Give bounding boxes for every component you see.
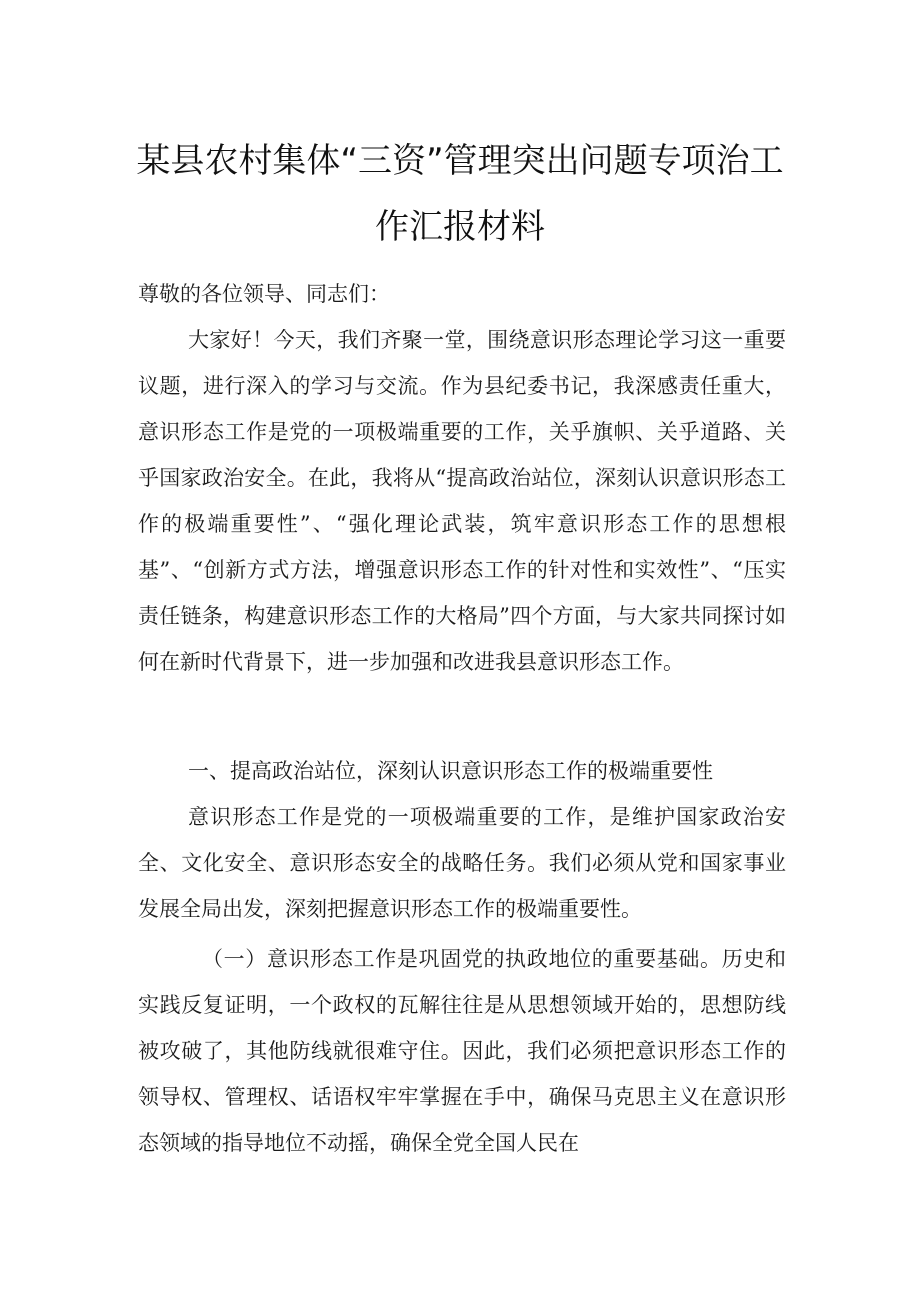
paragraph-section-1: 意识形态工作是党的一项极端重要的工作，是维护国家政治安全、文化安全、意识形态安全的战略任务。我们必须从党和国家事业发展全局出发，深刻把握意识形态工作的极端重要性。: [138, 805, 786, 921]
paragraph-subsection-1: （一）意识形态工作是巩固党的执政地位的重要基础。历史和实践反复证明，一个政权的瓦解往往是从思想领域开始的，思想防线被攻破了，其他防线就很难守住。因此，我们必须把意识形态工作的领导权、管理权、话语权牢牢掌握在手中，确保马克思主义在意识形态领域的指导地位不动摇，确保全党全国人民在: [138, 947, 786, 1155]
salutation: 尊敬的各位领导、同志们：: [138, 282, 390, 306]
paragraph-intro: 大家好！今天，我们齐聚一堂，围绕意识形态理论学习这一重要议题，进行深入的学习与交流。作为县纪委书记，我深感责任重大，意识形态工作是党的一项极端重要的工作，关乎旗帜、关乎道路、关乎国家政治安全。在此，我将从“提高政治站位，深刻认识意识形态工作的极端重要性”、“强化理论武装，筑牢意识形态工作的思想根基”、“创新方式方法，增强意识形态工作的针对性和实效性”、“压实责任链条，构建意识形态工作的大格局”四个方面，与大家共同探讨如何在新时代背景下，进一步加强和改进我县意识形态工作。: [138, 328, 786, 674]
document-title: 某县农村集体“三资”管理突出问题专项治工作汇报材料: [136, 141, 784, 247]
section-heading-1: 一、提高政治站位，深刻认识意识形态工作的极端重要性: [188, 759, 713, 783]
